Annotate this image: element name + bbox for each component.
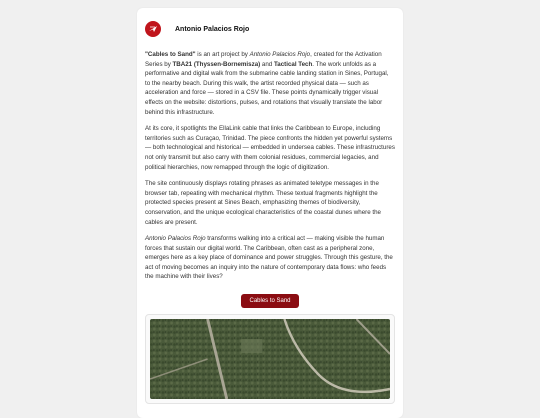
card-header — [137, 8, 403, 42]
plane-glyph — [147, 23, 159, 35]
project-title: "Cables to Sand" — [145, 51, 196, 58]
text-segment: . The work unfolds as a performative and digital walk from the submarine cable landing station in Sines, Portugal, to the nearby beach. During this walk, the artist recorded physical data — such as acceleration and force — stored in a CSV file. These points dynamically trigger visual effects on the website: distortions, pulses, and rotations that visually translate the labor behind this infrastructure. — [145, 60, 389, 116]
text-segment: is an art project by — [195, 51, 250, 58]
closing-paragraph — [145, 234, 395, 282]
author-name: Antonio Palacios Rojo — [175, 25, 250, 33]
cables-to-sand-button[interactable]: Cables to Sand — [241, 294, 298, 308]
org-name: TBA21 (Thyssen-Bornemisza) — [172, 60, 261, 68]
cta-wrap — [145, 289, 395, 308]
org-name: Tactical Tech — [273, 60, 313, 68]
map-frame — [145, 314, 395, 404]
artist-name: Antonio Palacios Rojo — [249, 51, 311, 58]
core-paragraph: At its core, it spotlights the EllaLink cable that links the Caribbean to Europe, including territories such as Curaçao, Trinidad. The piece confronts the hidden yet powerful systems — both technological and historical — embedded in undersea cables. These infrastructures not only transmit but also carry with them colonial residues, commercial legacies, and political hierarchies, now remapped through the logic of digitization. — [145, 125, 395, 171]
text-segment: and — [260, 60, 274, 68]
teletype-paragraph: The site continuously displays rotating phrases as animated teletype messages in the browser tab, repeating with mechanical rhythm. These textual fragments highlight the protected species present at Sines Beach, emphasizing themes of biodiversity, conservation, and the unique ecological characteristics of the coastal dunes where the cables are present. — [145, 180, 381, 226]
text-segment: transforms walking into a critical act — making visible the human forces that sustain our digital world. The Caribbean, often cast as a peripheral zone, emerges here as a key place of dominance and power struggles. Through this gesture, the act of moving becomes an inquiry into the nature of contemporary data flows: who feeds the machine with their lives? — [145, 235, 393, 281]
project-card — [137, 8, 403, 418]
brand-logo-icon[interactable] — [145, 21, 161, 37]
satellite-map-image[interactable] — [150, 319, 390, 399]
artist-name: Antonio Palacios Rojo — [145, 235, 206, 243]
article-body — [137, 42, 403, 404]
text-segment: , created for the Activation Series by — [145, 51, 382, 68]
intro-paragraph — [145, 50, 395, 117]
